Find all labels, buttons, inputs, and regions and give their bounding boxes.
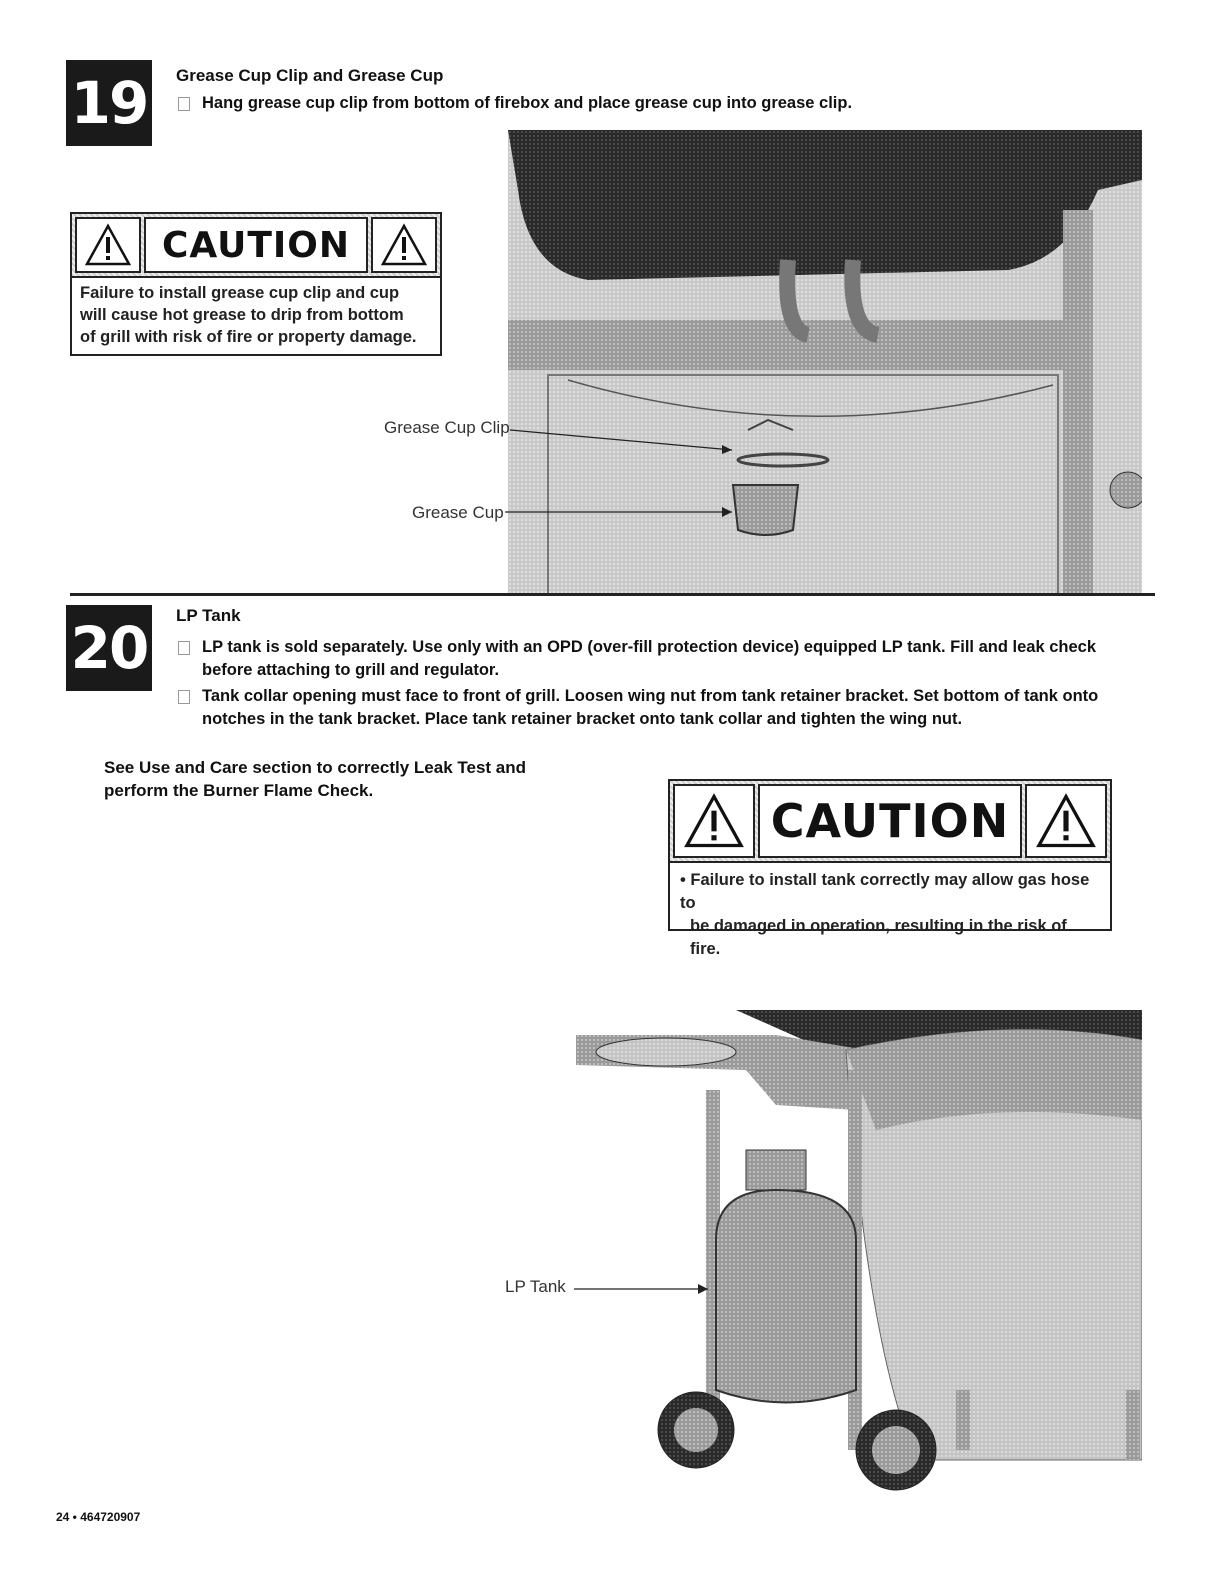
caution-body xyxy=(72,278,440,352)
instruction-item xyxy=(202,92,1102,115)
instruction-text: Hang grease cup clip from bottom of firebox and place grease cup into grease clip. xyxy=(202,94,853,112)
step-number-badge: 20 xyxy=(66,605,152,691)
caution-box xyxy=(70,212,442,356)
checkbox-icon xyxy=(178,641,190,655)
caution-line: be damaged in operation, resulting in the risk of fire. xyxy=(690,917,1067,958)
callout-label-grease-cup: Grease Cup xyxy=(412,503,504,522)
step-number-badge: 19 xyxy=(66,60,152,146)
caution-box xyxy=(668,779,1112,958)
step-title: LP Tank xyxy=(176,606,241,625)
note-line: See Use and Care section to correctly Leak Test and xyxy=(104,758,527,777)
checkbox-icon xyxy=(178,690,190,704)
caution-header xyxy=(72,214,440,278)
checkbox-icon xyxy=(178,97,190,111)
caution-body xyxy=(670,863,1110,967)
instruction-text: LP tank is sold separately. Use only with an OPD (over-fill protection device) equipped LP tank. Fill and leak check before attaching to grill and regulator. xyxy=(202,638,1096,679)
page-footer: 24 • 464720907 xyxy=(56,1510,141,1524)
warning-triangle-icon xyxy=(1025,784,1107,858)
caution-line: Failure to install grease cup clip and cup xyxy=(80,284,400,302)
callout-line-lp-tank xyxy=(572,1280,712,1300)
callout-lines xyxy=(500,420,740,520)
callout-label-lp-tank: LP Tank xyxy=(505,1277,566,1296)
lp-tank-photo xyxy=(576,1010,1142,1495)
section-divider xyxy=(70,593,1155,596)
warning-triangle-icon xyxy=(673,784,755,858)
instruction-item xyxy=(202,685,1122,731)
note-line: perform the Burner Flame Check. xyxy=(104,781,374,800)
grease-cup-photo xyxy=(508,130,1142,596)
warning-triangle-icon xyxy=(75,217,141,273)
step-title: Grease Cup Clip and Grease Cup xyxy=(176,66,444,85)
warning-triangle-icon xyxy=(371,217,437,273)
caution-word: CAUTION xyxy=(144,217,368,273)
instruction-text: Tank collar opening must face to front of grill. Loosen wing nut from tank retainer bracket. Set bottom of tank onto notches in the tank bracket. Place tank retainer bracket onto tank collar and tighten the wing nut. xyxy=(202,687,1099,728)
caution-word: CAUTION xyxy=(758,784,1022,858)
leak-test-note xyxy=(104,756,584,802)
callout-label-grease-cup-clip: Grease Cup Clip xyxy=(384,418,510,437)
caution-header xyxy=(670,781,1110,863)
caution-line: of grill with risk of fire or property damage. xyxy=(80,328,417,346)
caution-line: will cause hot grease to drip from bottom xyxy=(80,306,404,324)
caution-line: • Failure to install tank correctly may allow gas hose to xyxy=(680,871,1090,912)
instruction-item xyxy=(202,636,1147,682)
